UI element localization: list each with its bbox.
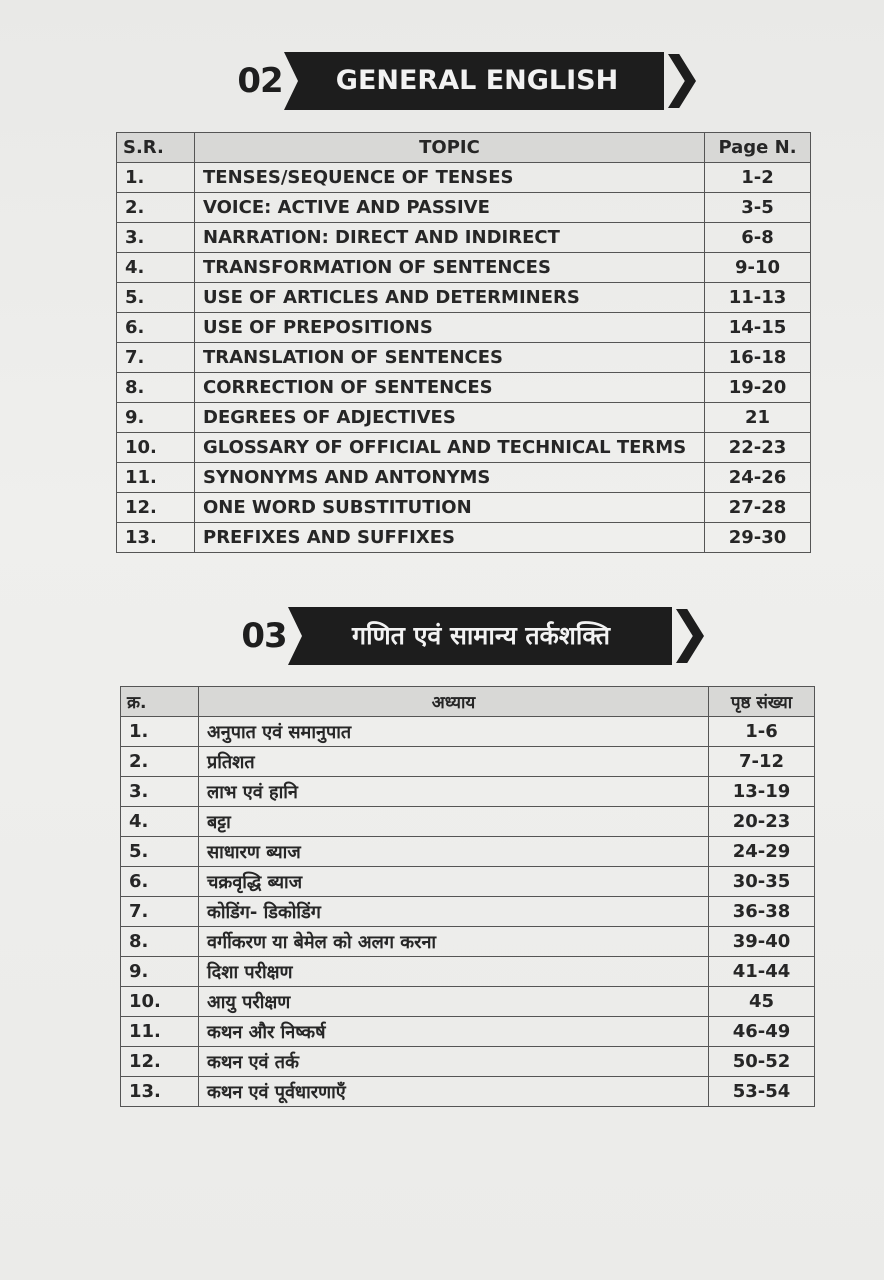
table-row <box>117 523 811 553</box>
table-row <box>117 493 811 523</box>
row-topic: USE OF ARTICLES AND DETERMINERS <box>195 283 705 313</box>
row-topic: बट्टा <box>199 807 709 837</box>
table-row <box>117 193 811 223</box>
row-topic: प्रतिशत <box>199 747 709 777</box>
row-number: 12. <box>121 1047 199 1077</box>
table-row <box>121 897 815 927</box>
table-row <box>121 987 815 1017</box>
chevron-right-icon <box>668 54 696 108</box>
toc-body <box>117 163 811 553</box>
header-sr: क्र. <box>121 687 199 717</box>
header-topic: अध्याय <box>199 687 709 717</box>
row-page-range: 3-5 <box>705 193 811 223</box>
row-number: 6. <box>121 867 199 897</box>
row-number: 8. <box>117 373 195 403</box>
row-page-range: 39-40 <box>709 927 815 957</box>
row-page-range: 41-44 <box>709 957 815 987</box>
table-row <box>121 1077 815 1107</box>
row-number: 1. <box>121 717 199 747</box>
row-topic: USE OF PREPOSITIONS <box>195 313 705 343</box>
row-page-range: 45 <box>709 987 815 1017</box>
row-number: 4. <box>121 807 199 837</box>
row-number: 2. <box>117 193 195 223</box>
table-row <box>117 163 811 193</box>
row-topic: DEGREES OF ADJECTIVES <box>195 403 705 433</box>
table-row <box>121 717 815 747</box>
header-topic: TOPIC <box>195 133 705 163</box>
row-page-range: 22-23 <box>705 433 811 463</box>
row-page-range: 24-29 <box>709 837 815 867</box>
row-topic: TRANSFORMATION OF SENTENCES <box>195 253 705 283</box>
row-page-range: 14-15 <box>705 313 811 343</box>
chevron-right-icon <box>676 609 704 663</box>
header-page: पृष्ठ संख्या <box>709 687 815 717</box>
table-row <box>121 837 815 867</box>
row-number: 3. <box>121 777 199 807</box>
row-page-range: 24-26 <box>705 463 811 493</box>
table-row <box>117 433 811 463</box>
row-number: 3. <box>117 223 195 253</box>
row-number: 8. <box>121 927 199 957</box>
row-topic: कथन एवं पूर्वधारणाएँ <box>199 1077 709 1107</box>
table-header-row <box>121 687 815 717</box>
toc-body <box>121 717 815 1107</box>
table-row <box>121 777 815 807</box>
section-title: गणित एवं सामान्य तर्कशक्ति <box>352 621 610 650</box>
row-topic: साधारण ब्याज <box>199 837 709 867</box>
table-row <box>121 807 815 837</box>
table-row <box>117 253 811 283</box>
table-row <box>117 283 811 313</box>
row-number: 5. <box>121 837 199 867</box>
table-row <box>117 463 811 493</box>
row-page-range: 50-52 <box>709 1047 815 1077</box>
row-topic: वर्गीकरण या बेमेल को अलग करना <box>199 927 709 957</box>
row-topic: TRANSLATION OF SENTENCES <box>195 343 705 373</box>
row-topic: ONE WORD SUBSTITUTION <box>195 493 705 523</box>
row-page-range: 1-2 <box>705 163 811 193</box>
section-number: 03 <box>241 616 287 656</box>
row-page-range: 1-6 <box>709 717 815 747</box>
toc-table-maths-reasoning <box>120 686 815 1107</box>
section-03-banner <box>236 607 711 665</box>
row-page-range: 21 <box>705 403 811 433</box>
row-number: 1. <box>117 163 195 193</box>
row-number: 10. <box>121 987 199 1017</box>
row-number: 7. <box>117 343 195 373</box>
section-title: GENERAL ENGLISH <box>335 65 619 96</box>
row-page-range: 13-19 <box>709 777 815 807</box>
row-topic: चक्रवृद्धि ब्याज <box>199 867 709 897</box>
row-topic: PREFIXES AND SUFFIXES <box>195 523 705 553</box>
row-topic: दिशा परीक्षण <box>199 957 709 987</box>
table-row <box>121 1047 815 1077</box>
row-topic: कथन और निष्कर्ष <box>199 1017 709 1047</box>
row-number: 5. <box>117 283 195 313</box>
row-topic: अनुपात एवं समानुपात <box>199 717 709 747</box>
row-number: 2. <box>121 747 199 777</box>
row-number: 13. <box>121 1077 199 1107</box>
section-number: 02 <box>237 61 283 101</box>
row-page-range: 7-12 <box>709 747 815 777</box>
row-topic: आयु परीक्षण <box>199 987 709 1017</box>
row-page-range: 16-18 <box>705 343 811 373</box>
row-number: 9. <box>117 403 195 433</box>
header-page: Page N. <box>705 133 811 163</box>
row-topic: GLOSSARY OF OFFICIAL AND TECHNICAL TERMS <box>195 433 705 463</box>
table-row <box>121 957 815 987</box>
row-page-range: 30-35 <box>709 867 815 897</box>
section-02-banner <box>232 52 702 110</box>
table-row <box>121 927 815 957</box>
row-number: 7. <box>121 897 199 927</box>
row-topic: कथन एवं तर्क <box>199 1047 709 1077</box>
row-page-range: 11-13 <box>705 283 811 313</box>
row-page-range: 29-30 <box>705 523 811 553</box>
table-row <box>121 1017 815 1047</box>
table-row <box>121 867 815 897</box>
table-header-row <box>117 133 811 163</box>
row-number: 12. <box>117 493 195 523</box>
toc-table-general-english <box>116 132 811 553</box>
row-number: 13. <box>117 523 195 553</box>
row-page-range: 6-8 <box>705 223 811 253</box>
row-number: 10. <box>117 433 195 463</box>
row-page-range: 36-38 <box>709 897 815 927</box>
row-page-range: 20-23 <box>709 807 815 837</box>
row-topic: कोडिंग- डिकोडिंग <box>199 897 709 927</box>
table-row <box>117 343 811 373</box>
table-row <box>117 373 811 403</box>
row-page-range: 46-49 <box>709 1017 815 1047</box>
row-number: 11. <box>121 1017 199 1047</box>
row-page-range: 19-20 <box>705 373 811 403</box>
row-topic: SYNONYMS AND ANTONYMS <box>195 463 705 493</box>
header-sr: S.R. <box>117 133 195 163</box>
row-topic: NARRATION: DIRECT AND INDIRECT <box>195 223 705 253</box>
row-topic: CORRECTION OF SENTENCES <box>195 373 705 403</box>
row-number: 6. <box>117 313 195 343</box>
row-number: 9. <box>121 957 199 987</box>
row-number: 11. <box>117 463 195 493</box>
row-number: 4. <box>117 253 195 283</box>
table-row <box>117 223 811 253</box>
table-row <box>117 313 811 343</box>
row-page-range: 27-28 <box>705 493 811 523</box>
row-topic: VOICE: ACTIVE AND PASSIVE <box>195 193 705 223</box>
row-page-range: 53-54 <box>709 1077 815 1107</box>
table-row <box>121 747 815 777</box>
row-topic: लाभ एवं हानि <box>199 777 709 807</box>
table-row <box>117 403 811 433</box>
row-topic: TENSES/SEQUENCE OF TENSES <box>195 163 705 193</box>
row-page-range: 9-10 <box>705 253 811 283</box>
